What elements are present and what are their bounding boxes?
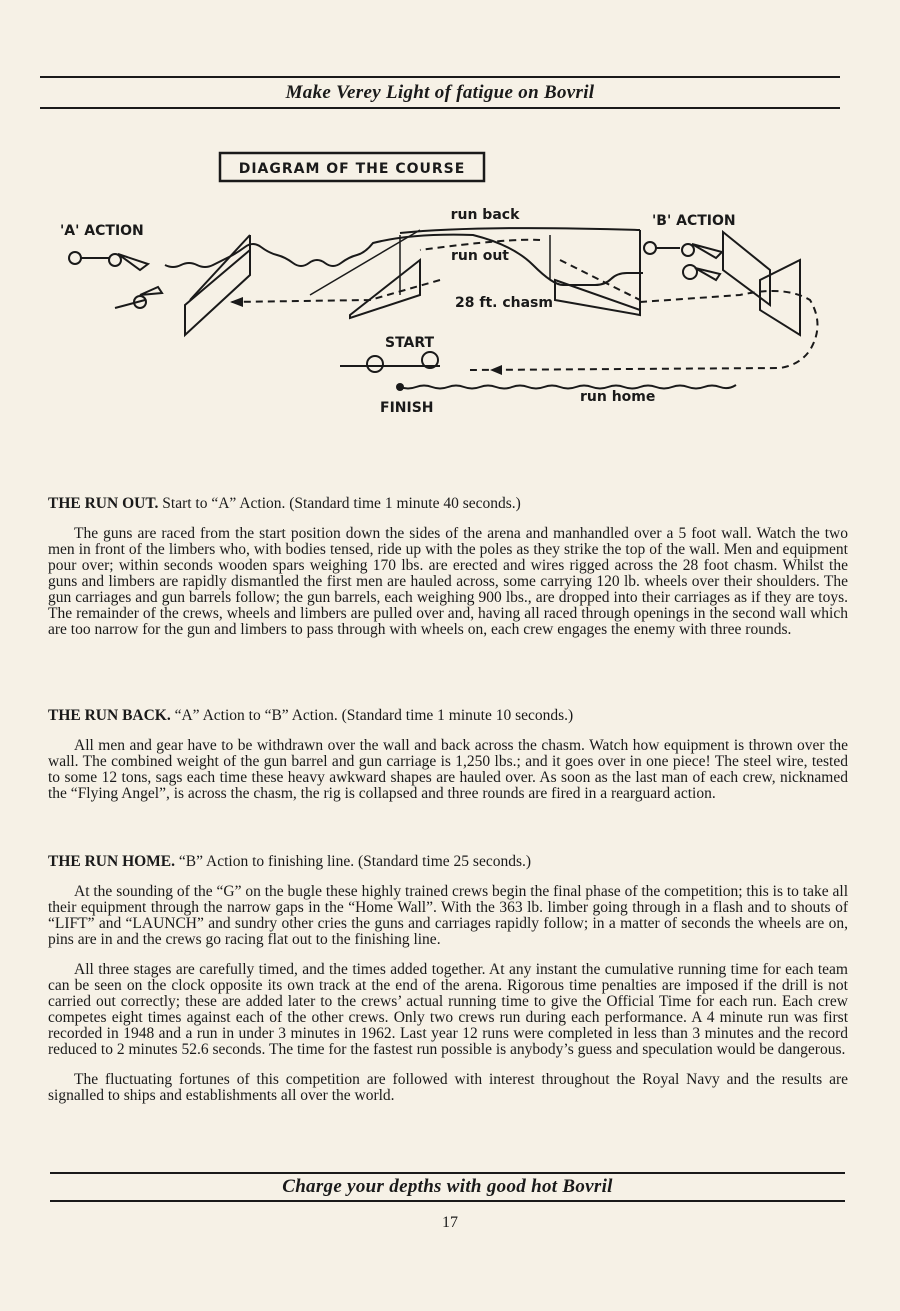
footer-slogan: Charge your depths with good hot Bovril bbox=[282, 1176, 613, 1197]
label-b-action: 'B' ACTION bbox=[652, 213, 736, 229]
header-rule-top bbox=[40, 76, 840, 78]
paragraph: All three stages are carefully timed, and the times added together. At any instant the cumulative running time for each team can be seen on the clock opposite its own track at the end of the arena. Rigorous time penalties are imposed if the drill is not carried out correctly; these are added later to the crews’ actual running time to give the Official Time for each run. Each crew competes eight times against each of the other crews. Only two crews run during each performance. A 4 minute run was first recorded in 1948 and a run in under 3 minutes in 1962. Last year 12 runs were completed in less than 3 minutes and the record reduced to 2 minutes 52.6 seconds. The time for the fastest run possible is anybody’s guess and speculation would be dangerous. bbox=[48, 961, 848, 1058]
header-slogan: Make Verey Light of fatigue on Bovril bbox=[285, 82, 595, 103]
section-heading: THE RUN OUT. Start to “A” Action. (Standard time 1 minute 40 seconds.) bbox=[48, 495, 521, 512]
course-diagram bbox=[40, 150, 840, 430]
label-run-home: run home bbox=[580, 389, 656, 405]
page-number: 17 bbox=[442, 1214, 458, 1231]
header-rule-bottom bbox=[40, 107, 840, 109]
gun-b-icon bbox=[644, 242, 722, 280]
label-run-out: run out bbox=[451, 248, 509, 264]
section-run-home bbox=[48, 854, 848, 1104]
left-wall-top bbox=[190, 235, 250, 300]
section-heading: THE RUN HOME. “B” Action to finishing line. (Standard time 25 seconds.) bbox=[48, 853, 532, 870]
label-start: START bbox=[385, 335, 435, 351]
gun-start-icon bbox=[340, 352, 440, 372]
finish-marker bbox=[396, 383, 404, 391]
course-diagram-svg bbox=[40, 150, 840, 430]
section-run-out bbox=[48, 496, 848, 638]
paragraph: The guns are raced from the start position down the sides of the arena and manhandled over a 5 foot wall. Watch the two men in front of the limbers who, with bodies tensed, ride up with the poles as they strike the top of the wall. Men and equipment pour over; within seconds wooden spars weighing 170 lbs. are erected and wires rigged across the 28 foot chasm. Whilst the guns and limbers are rapidly dismantled the first men are hauled across, some carrying 120 lb. wheels over their shoulders. The gun carriages and gun barrels follow; the gun barrels, each weighing 900 lbs., are dropped into their carriages as if they are toys. The remainder of the crews, wheels and limbers are pulled over and, having all raced through openings in the second wall which are too narrow for the gun and limbers to pass through with wheels on, each crew engages the enemy with three rounds. bbox=[48, 525, 848, 638]
paragraph: The fluctuating fortunes of this competition are followed with interest throughout the Royal Navy and the results are signalled to ships and establishments all over the world. bbox=[48, 1071, 848, 1104]
b-wall bbox=[723, 232, 770, 305]
footer-rule-top bbox=[50, 1172, 845, 1174]
section-heading: THE RUN BACK. “A” Action to “B” Action. (Standard time 1 minute 10 seconds.) bbox=[48, 707, 574, 724]
label-a-action: 'A' ACTION bbox=[60, 223, 144, 239]
run-back-path bbox=[165, 235, 643, 285]
label-chasm: 28 ft. chasm bbox=[455, 295, 553, 311]
label-run-back: run back bbox=[450, 207, 520, 223]
diagram-title: DIAGRAM OF THE COURSE bbox=[238, 161, 466, 177]
gun-a-2-icon bbox=[115, 287, 162, 308]
home-wall bbox=[760, 260, 800, 335]
paragraph: All men and gear have to be withdrawn over the wall and back across the chasm. Watch how equipment is thrown over the wall. The combined weight of the gun barrel and gun carriage is 1,250 lbs.; and it goes over in one piece! The steel wire, tested to some 12 tons, sags each time these heavy awkward shapes are hauled over. As soon as the last man of each crew, nicknamed the “Flying Angel”, is across the chasm, the rig is collapsed and three rounds are fired in a rearguard action. bbox=[48, 737, 848, 802]
footer-rule-bottom bbox=[50, 1200, 845, 1202]
left-ramp bbox=[350, 260, 420, 318]
gun-a-1-icon bbox=[69, 252, 148, 270]
section-run-back bbox=[48, 708, 848, 802]
run-home-path bbox=[400, 385, 736, 389]
chasm-wire bbox=[400, 228, 640, 233]
label-finish: FINISH bbox=[380, 400, 434, 416]
paragraph: At the sounding of the “G” on the bugle these highly trained crews begin the final phase of the competition; this is to take all their equipment through the narrow gaps in the “Home Wall”. With the 363 lb. limber going through in a flash and to shouts of “LIFT” and “LAUNCH” and sundry other cries the guns and carriages rapidly follow; in a matter of seconds the wheels are on, pins are in and the crews go racing flat out to the finishing line. bbox=[48, 883, 848, 948]
